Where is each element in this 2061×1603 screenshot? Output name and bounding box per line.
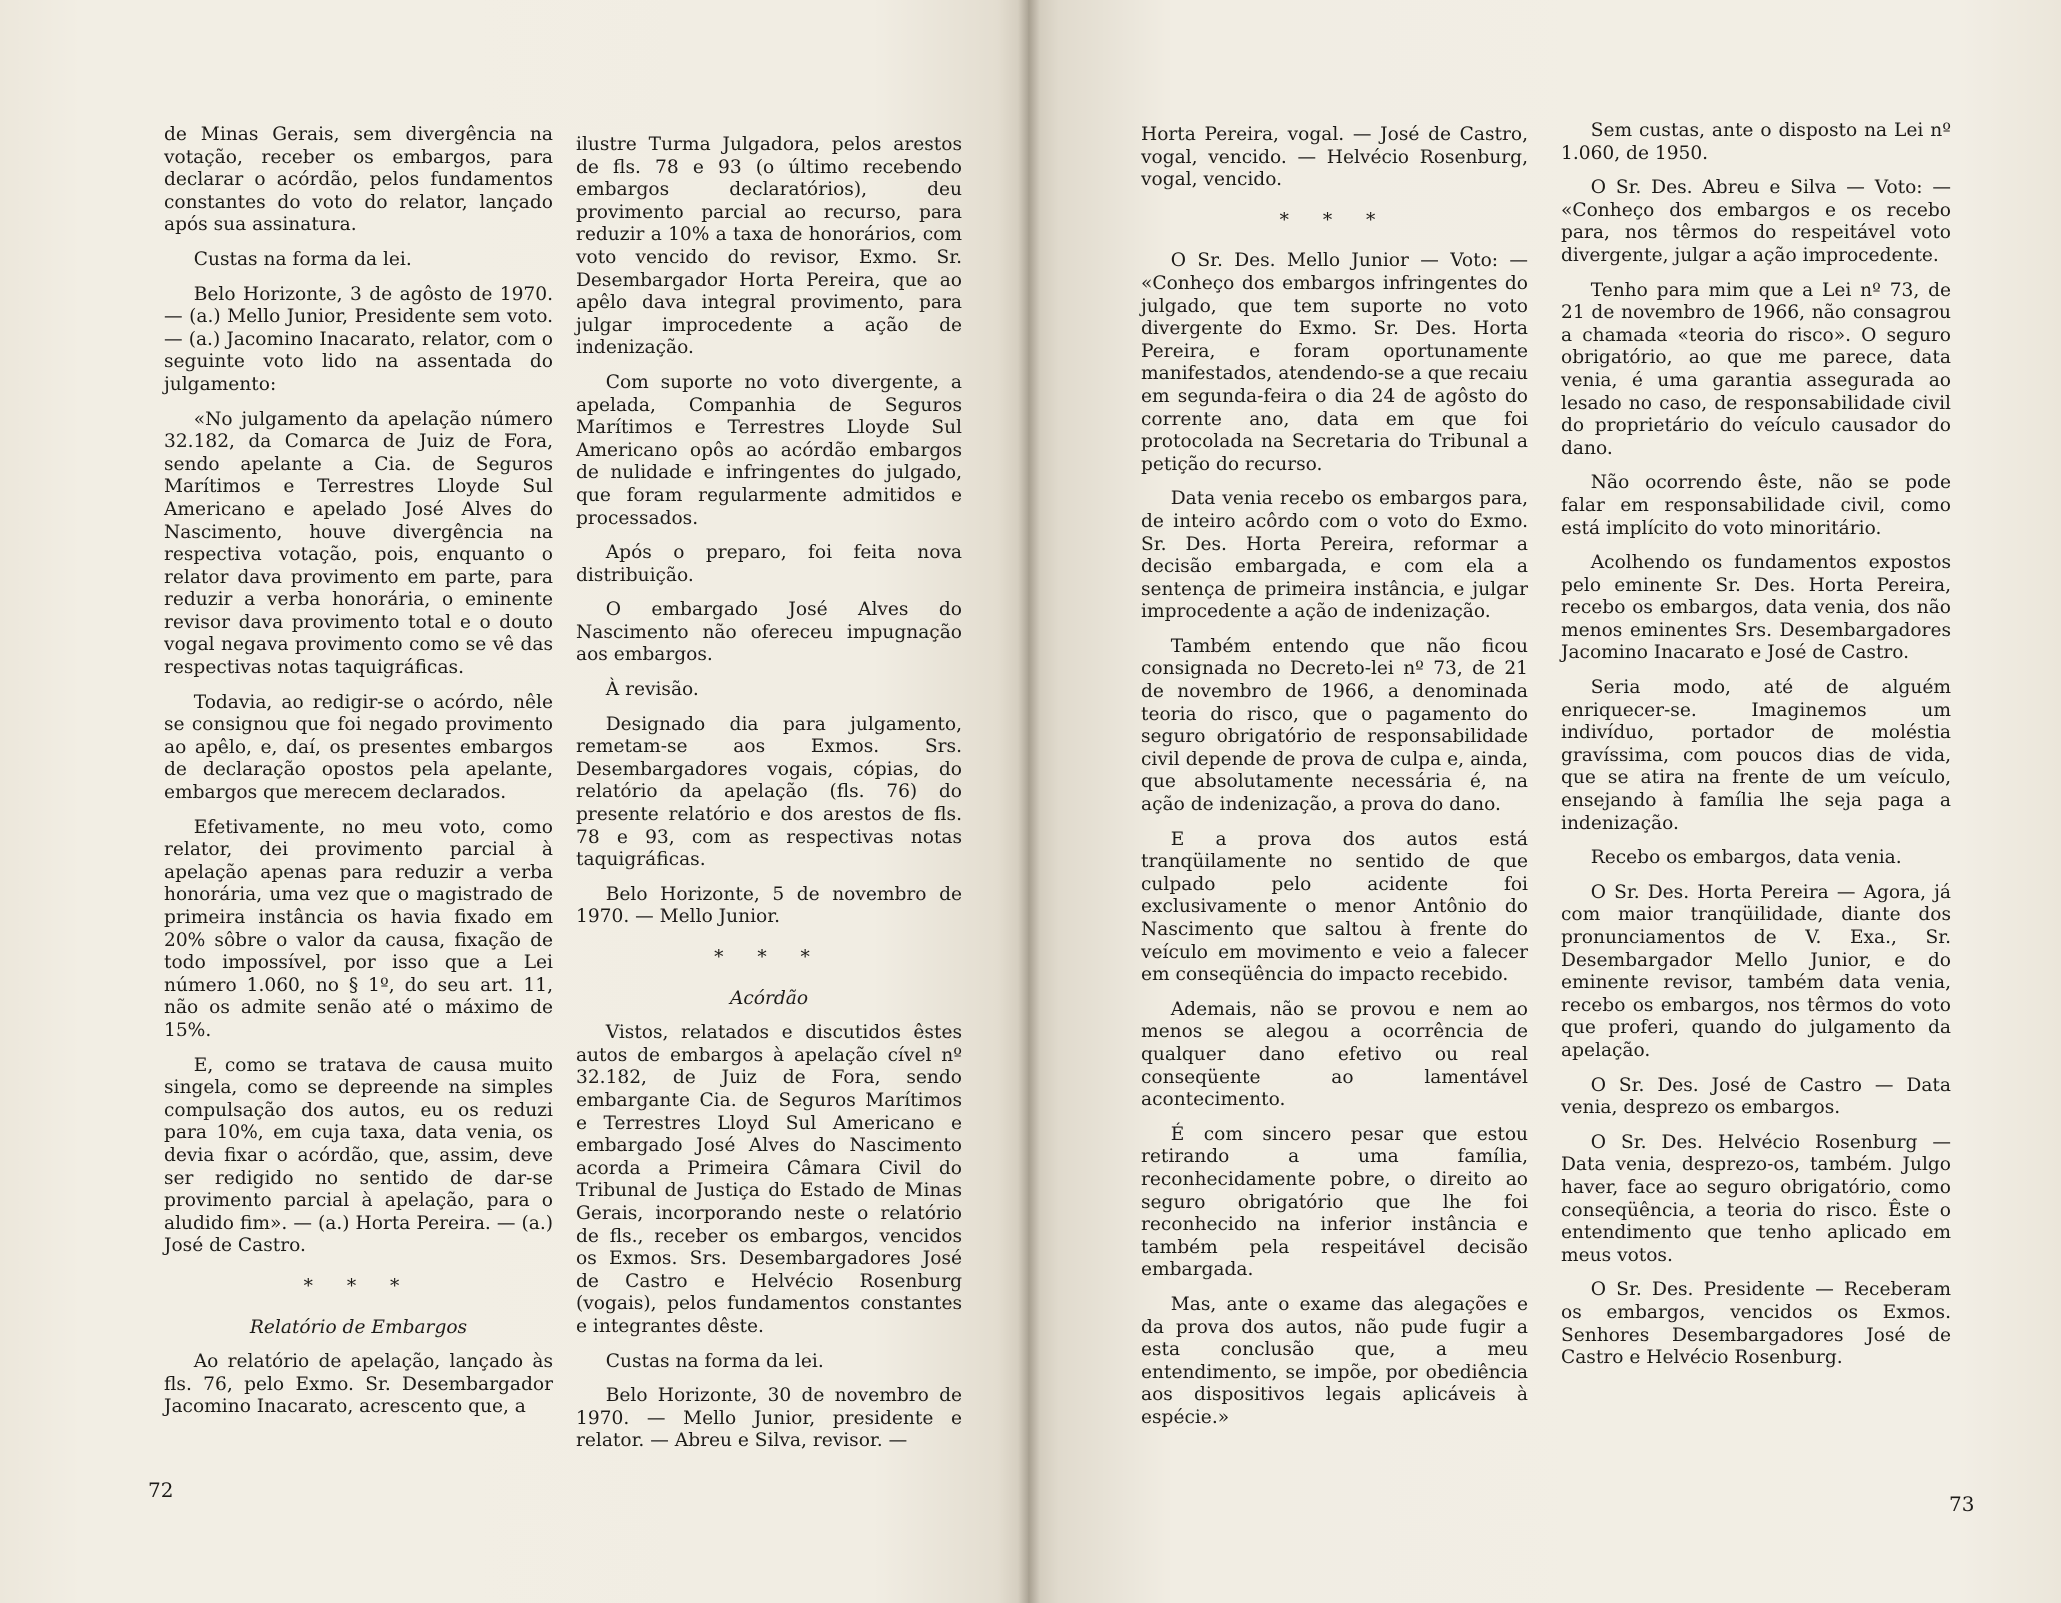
paragraph: «No julgamento da apelação número 32.182, da Comarca de Juiz de Fora, sendo apelante a Cia. de Seguros Marítimos e Terrestres Lloyde Sul Americano e apelado José Alves do Nascimento, houve divergência na respectiva votação, pois, enquanto o relator dava provimento em parte, para reduzir a verba honorária, o eminente revisor dava provimento total e o douto vogal negava provimento como se vê das respectivas notas taquigráficas. <box>164 408 553 679</box>
paragraph: À revisão. <box>605 679 699 701</box>
paragraph: Ao relatório de apelação, lançado às fls. 76, pelo Exmo. Sr. Desembargador Jacomino Inacarato, acrescento que, a <box>164 1351 553 1418</box>
section-separator: * * * <box>714 947 824 968</box>
paragraph: O embargado José Alves do Nascimento não ofereceu impugnação aos embargos. <box>576 599 962 666</box>
paragraph: O Sr. Des. José de Castro — Data venia, desprezo os embargos. <box>1561 1074 1951 1119</box>
paragraph: Acolhendo os fundamentos expostos pelo eminente Sr. Des. Horta Pereira, recebo os embargos, data venia, dos não menos eminentes Srs. Desembargadores Jacomino Inacarato e José de Castro. <box>1561 552 1951 664</box>
section-heading: Acórdão <box>729 987 809 1009</box>
paragraph: Designado dia para julgamento, remetam-se aos Exmos. Srs. Desembargadores vogais, cópias, do relatório da apelação (fls. 76) do presente relatório e dos arestos de fls. 78 e 93, com as respectivas notas taquigráficas. <box>576 713 962 871</box>
paragraph: E a prova dos autos está tranqüilamente no sentido de que culpado pelo acidente foi exclusivamente o menor Antônio do Nascimento que saltou à frente do veículo em movimento e veio a falecer em conseqüência do impacto recebido. <box>1141 828 1528 986</box>
book-gutter <box>1018 0 1040 1603</box>
paragraph: O Sr. Des. Mello Junior — Voto: — «Conheço dos embargos infringentes do julgado, que tem suporte no voto divergente do Exmo. Sr. Des. Horta Pereira, e foram oportunamente manifestados, atendendo-se a que recaiu em segunda-feira o dia 24 de agôsto do corrente ano, data em que foi protocolada na Secretaria do Tribunal a petição do recurso. <box>1141 250 1528 475</box>
section-heading: Relatório de Embargos <box>249 1316 468 1338</box>
paragraph: Também entendo que não ficou consignada no Decreto-lei nº 73, de 21 de novembro de 1966, a denominada teoria do risco, que o pagamento do seguro obrigatório de responsabilidade civil depende de prova de culpa e, ainda, que absolutamente necessária é, na ação de indenização, a prova do dano. <box>1141 635 1528 816</box>
paragraph: Seria modo, até de alguém enriquecer-se. Imaginemos um indivíduo, portador de moléstia gravíssima, com poucos dias de vida, que se atira na frente de um veículo, ensejando à família lhe seja paga a indenização. <box>1561 677 1951 834</box>
section-separator: * * * <box>1279 209 1390 231</box>
paragraph: Belo Horizonte, 3 de agôsto de 1970. — (a.) Mello Junior, Presidente sem voto. — (a.) Jacomino Inacarato, relator, com o seguinte voto lido na assentada do julgamento: <box>164 283 553 395</box>
paragraph: Vistos, relatados e discutidos êstes autos de embargos à apelação cível nº 32.182, de Juiz de Fora, sendo embargante Cia. de Seguros Marítimos e Terrestres Lloyd Sul Americano e embargado José Alves do Nascimento acorda a Primeira Câmara Civil do Tribunal de Justiça do Estado de Minas Gerais, incorporando neste o relatório de fls., receber os embargos, vencidos os Exmos. Srs. Desembargadores José de Castro e Helvécio Rosenburg (vogais), pelos fundamentos constantes e integrantes dêste. <box>576 1022 962 1337</box>
right-column-1 <box>1141 124 1528 1441</box>
paragraph: ilustre Turma Julgadora, pelos arestos de fls. 78 e 93 (o último recebendo embargos declaratórios), deu provimento parcial ao recurso, para reduzir a 10% a taxa de honorários, com voto vencido do revisor, Exmo. Sr. Desembargador Horta Pereira, que ao apêlo dava integral provimento, para julgar improcedente a ação de indenização. <box>576 134 962 359</box>
paragraph: Tenho para mim que a Lei nº 73, de 21 de novembro de 1966, não consagrou a chamada «teoria do risco». O seguro obrigatório, ao que me parece, data venia, é uma garantia assegurada ao lesado no caso, de responsabilidade civil do proprietário do veículo causador do dano. <box>1561 279 1951 459</box>
section-separator: * * * <box>303 1275 414 1297</box>
left-column-1 <box>164 124 553 1431</box>
paragraph: Sem custas, ante o disposto na Lei nº 1.060, de 1950. <box>1561 120 1951 164</box>
paragraph: O Sr. Des. Presidente — Receberam os embargos, vencidos os Exmos. Senhores Desembargadores José de Castro e Helvécio Rosenburg. <box>1561 1279 1951 1369</box>
paragraph: Todavia, ao redigir-se o acórdo, nêle se consignou que foi negado provimento ao apêlo, e, daí, os presentes embargos de declaração opostos pela apelante, embargos que merecem declarados. <box>164 691 553 804</box>
page-number-left: 72 <box>148 1478 174 1502</box>
paragraph: Com suporte no voto divergente, a apelada, Companhia de Seguros Marítimos e Terrestres Lloyde Sul Americano opôs ao acórdão embargos de nulidade e infringentes do julgado, que foram regularmente admitidos e processados. <box>576 371 962 529</box>
paragraph: O Sr. Des. Helvécio Rosenburg — Data venia, desprezo-os, também. Julgo haver, face ao seguro obrigatório, como conseqüência, a teoria do risco. Êste o entendimento que tenho aplicado em meus votos. <box>1561 1131 1951 1266</box>
paragraph: E, como se tratava de causa muito singela, como se depreende na simples compulsação dos autos, eu os reduzi para 10%, em cuja taxa, data venia, os devia fixar o acórdão, que, assim, deve ser redigido no sentido de dar-se provimento parcial à apelação, para o aludido fim». — (a.) Horta Pereira. — (a.) José de Castro. <box>164 1054 553 1257</box>
paragraph: Custas na forma da lei. <box>193 248 412 270</box>
paragraph: Belo Horizonte, 30 de novembro de 1970. — Mello Junior, presidente e relator. — Abreu e Silva, revisor. — <box>576 1385 962 1452</box>
paragraph: Mas, ante o exame das alegações e da prova dos autos, não pude fugir a esta conclusão que, a meu entendimento, se impõe, por obediência aos dispositivos legais aplicáveis à espécie.» <box>1141 1293 1528 1428</box>
page-number-right: 73 <box>1949 1492 1975 1516</box>
paragraph: É com sincero pesar que estou retirando a uma família, reconhecidamente pobre, o direito ao seguro obrigatório que lhe foi reconhecido na inferior instância e também pela respeitável decisão embargada. <box>1141 1123 1528 1281</box>
paragraph: Efetivamente, no meu voto, como relator, dei provimento parcial à apelação apenas para reduzir a verba honorária, uma vez que o magistrado de primeira instância os havia fixado em 20% sôbre o valor da causa, fixação de todo impossível, por isso que a Lei número 1.060, no § 1º, do seu art. 11, não os admite senão até o máximo de 15%. <box>164 816 553 1041</box>
paragraph: O Sr. Des. Horta Pereira — Agora, já com maior tranqüilidade, diante dos pronunciamentos de V. Exa., Sr. Desembargador Mello Junior, e do eminente revisor, também data venia, recebo os embargos, nos têrmos do voto que proferi, quando do julgamento da apelação. <box>1561 881 1951 1061</box>
paragraph: Ademais, não se provou e nem ao menos se alegou a ocorrência de qualquer dano efetivo ou real conseqüente ao lamentável acontecimento. <box>1141 998 1528 1111</box>
paragraph: Horta Pereira, vogal. — José de Castro, vogal, vencido. — Helvécio Rosenburg, vogal, vencido. <box>1141 124 1528 191</box>
paragraph: de Minas Gerais, sem divergência na votação, receber os embargos, para declarar o acórdão, pelos fundamentos constantes do voto do relator, lançado após sua assinatura. <box>164 124 553 236</box>
paragraph: Recebo os embargos, data venia. <box>1590 847 1902 869</box>
left-column-2 <box>576 134 962 1465</box>
paragraph: O Sr. Des. Abreu e Silva — Voto: — «Conheço dos embargos e os recebo para, nos têrmos do respeitável voto divergente, julgar a ação improcedente. <box>1561 177 1951 266</box>
paragraph: Após o preparo, foi feita nova distribuição. <box>576 542 962 586</box>
left-page <box>0 0 1028 1603</box>
paragraph: Não ocorrendo êste, não se pode falar em responsabilidade civil, como está implícito do voto minoritário. <box>1561 472 1951 539</box>
paragraph: Data venia recebo os embargos para, de inteiro acôrdo com o voto do Exmo. Sr. Des. Horta Pereira, reformar a decisão embargada, e com ela a sentença de primeira instância, e julgar improcedente a ação de indenização. <box>1141 488 1528 623</box>
right-column-2 <box>1561 120 1951 1382</box>
paragraph: Belo Horizonte, 5 de novembro de 1970. — Mello Junior. <box>576 883 962 928</box>
paragraph: Custas na forma da lei. <box>605 1350 824 1372</box>
right-page <box>1028 0 2061 1603</box>
